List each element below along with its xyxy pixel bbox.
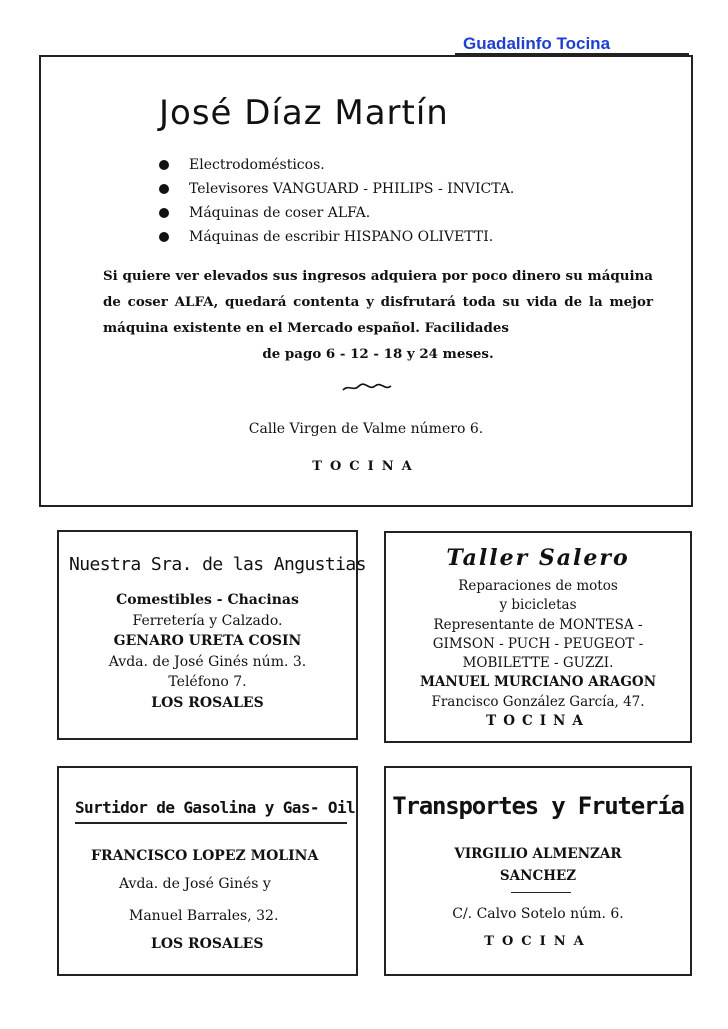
text-line: Avda. de José Ginés núm. 3. <box>108 653 307 670</box>
ad-lines <box>59 590 356 713</box>
bullet-icon <box>159 232 169 242</box>
list-item: Máquinas de escribir HISPANO OLIVETTI. <box>159 225 514 249</box>
text-line: MANUEL MURCIANO ARAGON <box>419 674 657 691</box>
list-item: Televisores VANGUARD - PHILIPS - INVICTA. <box>159 177 514 201</box>
town: TOCINA <box>484 934 592 949</box>
text-line: Comestibles - Chacinas <box>116 592 299 608</box>
title-underline <box>75 822 347 824</box>
ad-lines <box>386 577 690 731</box>
text-line: LOS ROSALES <box>151 694 264 711</box>
page-header: Guadalinfo Tocina <box>463 34 611 53</box>
ad-paragraph-end: de pago 6 - 12 - 18 y 24 meses. <box>262 346 494 362</box>
text-line: FRANCISCO LOPEZ MOLINA <box>91 848 319 864</box>
ad-jose-diaz-martin <box>39 55 693 507</box>
ad-title: Taller Salero <box>446 545 630 571</box>
address: Calle Virgen de Valme número 6. <box>248 421 484 437</box>
ad-title: Transportes y Frutería <box>392 792 684 820</box>
ad-paragraph: Si quiere ver elevados sus ingresos adquiera por poco dinero su máquina de coser ALFA, quedará contenta y disfrutará toda su vida de la mejor máquina existente en el Mercado español. Facilidades de pago 6 - 12 - 18 y 24 meses. <box>103 263 653 367</box>
text-line: y bicicletas <box>499 597 577 614</box>
ad-title: Surtidor de Gasolina y Gas- Oil <box>75 798 356 817</box>
text-line: GENARO URETA COSIN <box>113 633 302 649</box>
town: LOS ROSALES <box>151 936 264 952</box>
ornament-icon <box>341 383 393 393</box>
text-line: Francisco González García, 47. <box>431 693 645 710</box>
product-list <box>159 153 514 249</box>
text-line: Teléfono 7. <box>168 674 247 690</box>
divider <box>511 892 571 893</box>
text-line: VIRGILIO ALMENZAR <box>454 846 622 862</box>
ad-title: José Díaz Martín <box>159 93 449 133</box>
text-line: MOBILETTE - GUZZI. <box>462 655 614 672</box>
text-line: Representante de MONTESA - <box>433 616 643 633</box>
text-line: Reparaciones de motos <box>458 578 618 594</box>
text-line: SANCHEZ <box>499 868 577 884</box>
text-line: Manuel Barrales, 32. <box>129 908 279 924</box>
ad-transportes <box>384 766 692 976</box>
list-item: Electrodomésticos. <box>159 153 514 177</box>
town: TOCINA <box>312 459 420 474</box>
list-item: Máquinas de coser ALFA. <box>159 201 514 225</box>
ad-title: Nuestra Sra. de las Angustias <box>69 554 366 575</box>
bullet-icon <box>159 160 169 170</box>
text-line: Avda. de José Ginés y <box>119 876 271 892</box>
text-line: Ferretería y Calzado. <box>132 612 283 629</box>
text-line: GIMSON - PUCH - PEUGEOT - <box>432 635 644 652</box>
bullet-icon <box>159 184 169 194</box>
bullet-icon <box>159 208 169 218</box>
ad-angustias <box>57 530 366 740</box>
town: TOCINA <box>486 713 590 730</box>
ad-surtidor <box>57 766 358 976</box>
text-line: C/. Calvo Sotelo núm. 6. <box>452 906 624 922</box>
ad-taller-salero <box>384 531 692 743</box>
